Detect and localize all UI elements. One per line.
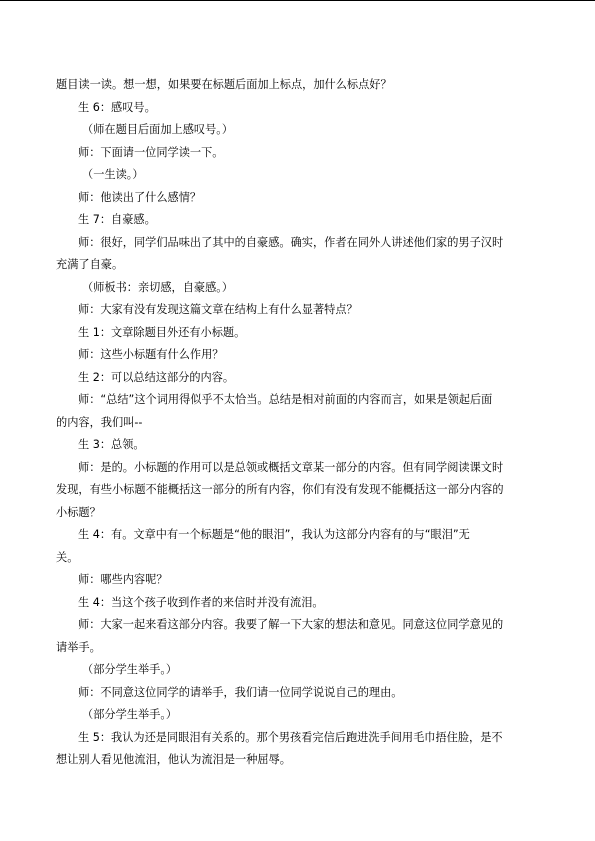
text-line: 请举手。 — [56, 640, 101, 654]
text-line: 发现，有些小标题不能概括这一部分的所有内容，你们有没有发现不能概括这一部分内容的 — [56, 483, 504, 496]
paragraph — [56, 659, 536, 682]
paragraph — [56, 277, 536, 300]
text-line: 的内容，我们叫-- — [56, 415, 143, 429]
document-body — [56, 74, 536, 772]
text-line: 师：下面请一位同学读一下。 — [78, 145, 224, 159]
paragraph — [56, 389, 536, 434]
text-line: 师：“总结”这个词用得似乎不太恰当。总结是相对前面的内容而言，如果是领起后面 — [78, 393, 493, 406]
text-line: 师：哪些内容呢？ — [78, 573, 168, 586]
paragraph — [56, 232, 536, 277]
text-line: 生 3：总领。 — [78, 438, 145, 451]
paragraph — [56, 209, 536, 232]
text-line: （部分学生举手。） — [82, 663, 178, 676]
text-line: （部分学生举手。） — [82, 708, 178, 721]
text-line: 生 7：自豪感。 — [78, 213, 156, 226]
text-line: 师：他读出了什么感情？ — [78, 190, 202, 204]
paragraph — [56, 682, 536, 705]
text-line: 充满了自豪。 — [56, 258, 124, 271]
text-line: 生 4：当这个孩子收到作者的来信时并没有流泪。 — [78, 595, 324, 609]
text-line: 师：这些小标题有什么作用？ — [78, 348, 224, 361]
paragraph — [56, 727, 536, 772]
text-line: 小标题？ — [56, 505, 101, 519]
text-line: 师：大家有没有发现这篇文章在结构上有什么显著特点？ — [78, 303, 358, 316]
text-line: 题目读一读。想一想，如果要在标题后面加上标点，加什么标点好？ — [56, 78, 392, 91]
paragraph — [56, 367, 536, 390]
text-line: 师：不同意这位同学的请举手，我们请一位同学说说自己的理由。 — [78, 685, 403, 699]
text-line: （一生读。） — [82, 168, 144, 181]
paragraph — [56, 119, 536, 142]
paragraph — [56, 187, 536, 210]
text-line: 生 4：有。文章中有一个标题是“他的眼泪”，我认为这部分内容有的与“眼泪”无 — [78, 528, 470, 541]
text-line: 生 5：我认为还是同眼泪有关系的。那个男孩看完信后跑进洗手间用毛巾捂住脸，是不 — [78, 730, 503, 744]
paragraph — [56, 142, 536, 165]
text-line: 想让别人看见他流泪，他认为流泪是一种屈辱。 — [56, 753, 291, 766]
paragraph — [56, 322, 536, 345]
paragraph — [56, 457, 536, 525]
text-line: 关。 — [56, 550, 79, 564]
text-line: 生 6：感叹号。 — [78, 100, 156, 114]
paragraph — [56, 164, 536, 187]
text-line: 师：很好，同学们品味出了其中的自豪感。确实，作者在同外人讲述他们家的男子汉时 — [78, 235, 504, 249]
paragraph — [56, 524, 536, 569]
text-line: 师：大家一起来看这部分内容。我要了解一下大家的想法和意见。同意这位同学意见的 — [78, 618, 504, 631]
top-rule — [0, 0, 595, 1]
text-line: 生 2：可以总结这部分的内容。 — [78, 370, 235, 384]
text-line: （师在题目后面加上感叹号。） — [82, 123, 234, 136]
text-line: 师：是的。小标题的作用可以是总领或概括文章某一部分的内容。但有同学阅读课文时 — [78, 460, 504, 474]
paragraph — [56, 592, 536, 615]
text-line: （师板书：亲切感，自豪感。） — [82, 280, 234, 294]
text-line: 生 1：文章除题目外还有小标题。 — [78, 325, 246, 339]
paragraph — [56, 299, 536, 322]
paragraph — [56, 97, 536, 120]
paragraph — [56, 344, 536, 367]
paragraph — [56, 569, 536, 592]
paragraph — [56, 434, 536, 457]
paragraph — [56, 614, 536, 659]
paragraph — [56, 74, 536, 97]
paragraph — [56, 704, 536, 727]
